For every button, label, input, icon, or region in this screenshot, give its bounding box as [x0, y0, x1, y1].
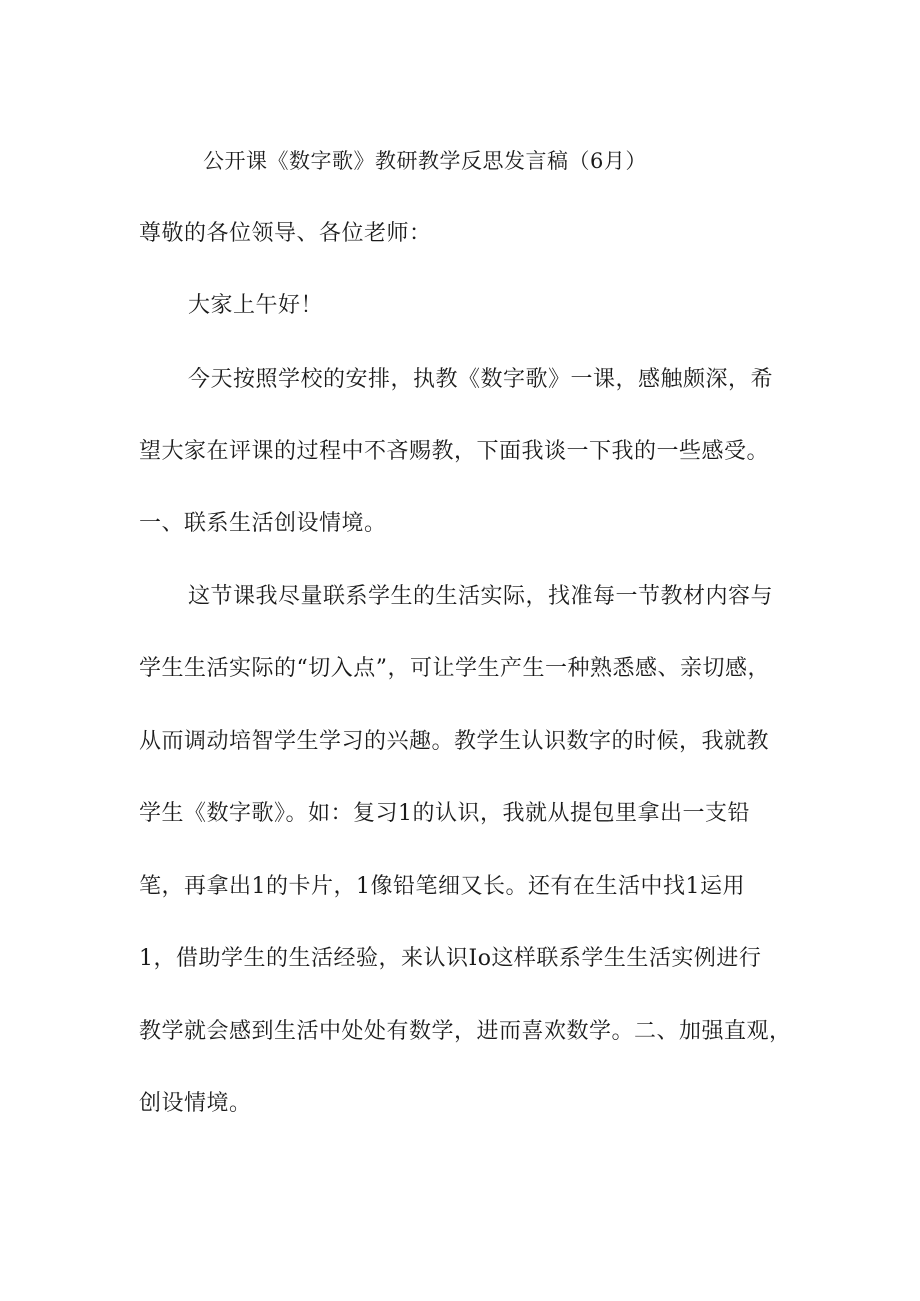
paragraph-line: 望大家在评课的过程中不吝赐教，下面我谈一下我的一些感受。	[139, 439, 770, 464]
paragraph-line: 今天按照学校的安排，执教《数字歌》一课，感触颇深，希	[188, 367, 774, 392]
paragraph-line: 1，借助学生的生活经验，来认识Io这样联系学生生活实例进行	[139, 946, 762, 971]
paragraph-line: 创设情境。	[139, 1091, 252, 1116]
salutation: 尊敬的各位领导、各位老师：	[139, 221, 432, 246]
paragraph-line: 教学就会感到生活中处处有数学，进而喜欢数学。二、加强直观，	[139, 1019, 792, 1044]
paragraph-line: 学生《数字歌》。如：复习1的认识，我就从提包里拿出一支铅	[139, 801, 750, 826]
paragraph-line: 学生生活实际的“切入点”，可让学生产生一种熟悉感、亲切感，	[139, 656, 770, 681]
paragraph-line: 从而调动培智学生学习的兴趣。教学生认识数字的时候，我就教	[139, 729, 770, 754]
greeting: 大家上午好！	[188, 293, 324, 318]
paragraph-line: 笔，再拿出1的卡片，1像铅笔细又长。还有在生活中找1运用	[139, 874, 745, 899]
document-title: 公开课《数字歌》教研教学反思发言稿（6月）	[203, 149, 647, 173]
paragraph-line: 这节课我尽量联系学生的生活实际，找准每一节教材内容与	[188, 584, 774, 609]
section-heading: 一、联系生活创设情境。	[139, 511, 387, 536]
